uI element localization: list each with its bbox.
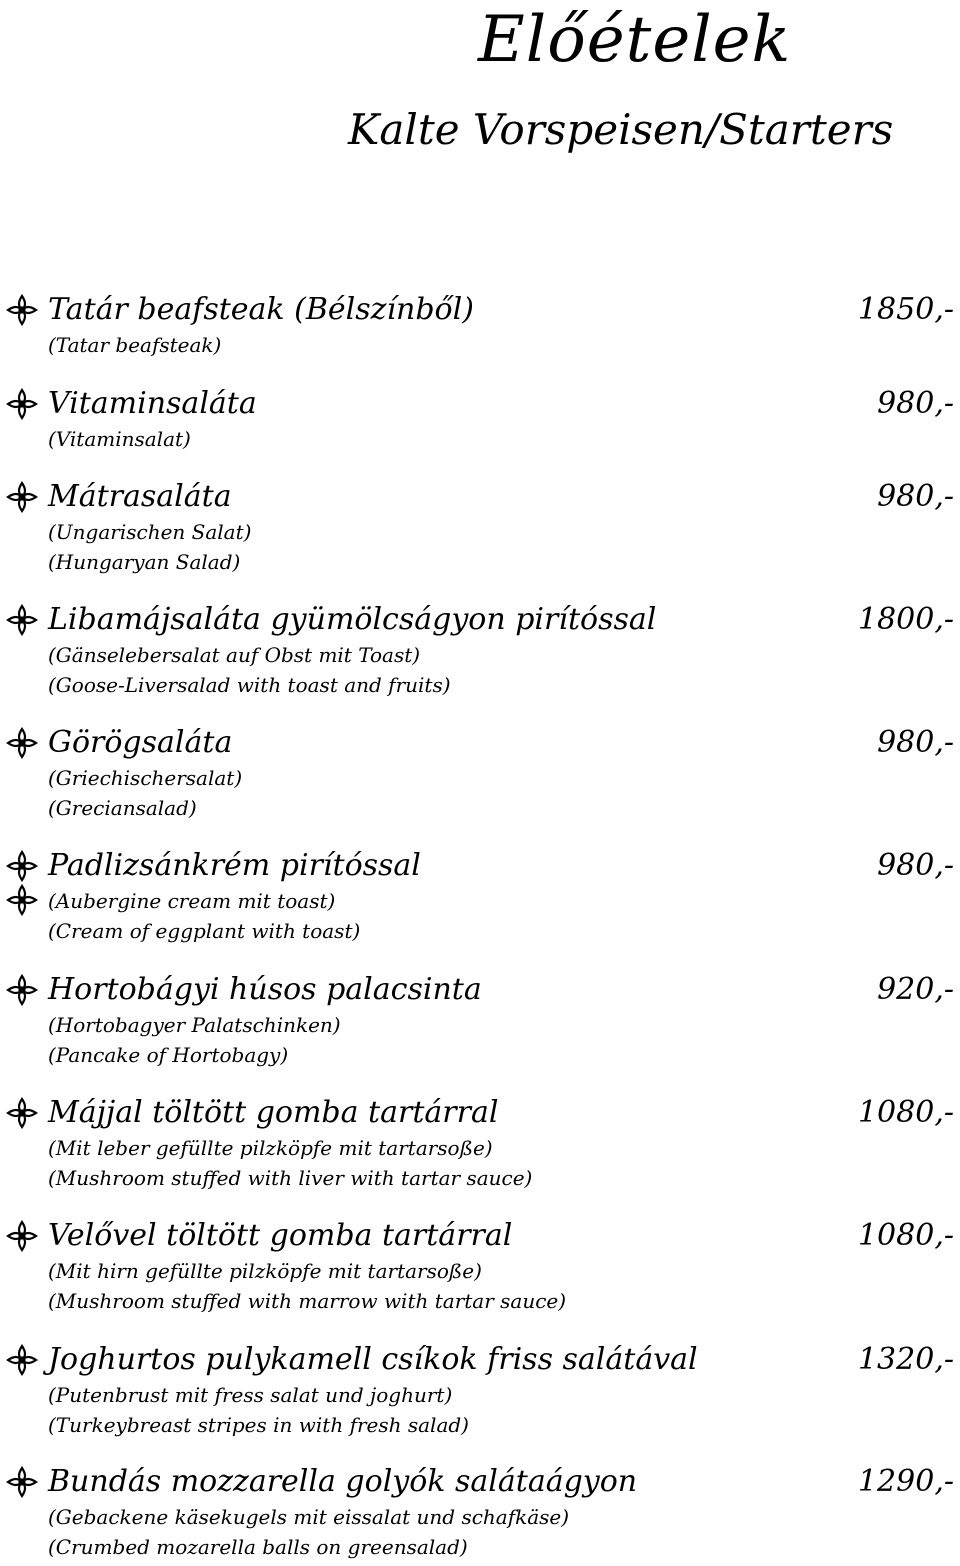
diamond-bullet-icon <box>6 727 38 759</box>
diamond-bullet-icon <box>6 884 38 916</box>
item-translation: (Ungarischen Salat) <box>48 520 252 544</box>
diamond-bullet-icon <box>6 388 38 420</box>
diamond-bullet-icon <box>6 1220 38 1252</box>
item-price: 1080,- <box>857 1218 954 1253</box>
diamond-bullet-icon <box>6 850 38 882</box>
item-translation: (Crumbed mozarella balls on greensalad) <box>48 1535 468 1559</box>
item-translation: (Vitaminsalat) <box>48 427 191 451</box>
item-translation: (Griechischersalat) <box>48 766 243 790</box>
diamond-bullet-icon <box>6 481 38 513</box>
page-title: Előételek <box>478 3 792 77</box>
item-translation: (Mushroom stuffed with marrow with tartar sauce) <box>48 1289 567 1313</box>
item-translation: (Putenbrust mit fress salat und joghurt) <box>48 1383 453 1407</box>
item-translation: (Mit hirn gefüllte pilzköpfe mit tartarsoße) <box>48 1259 482 1283</box>
menu-item <box>0 723 960 823</box>
item-name: Vitaminsaláta <box>48 386 257 421</box>
diamond-bullet-icon <box>6 1466 38 1498</box>
item-name: Görögsaláta <box>48 725 233 760</box>
item-name: Libamájsaláta gyümölcságyon pirítóssal <box>48 602 657 637</box>
item-price: 920,- <box>877 972 954 1007</box>
item-price: 1290,- <box>857 1464 954 1499</box>
diamond-bullet-icon <box>6 604 38 636</box>
item-name: Májjal töltött gomba tartárral <box>48 1095 499 1130</box>
menu-item <box>0 290 960 360</box>
item-translation: (Greciansalad) <box>48 796 197 820</box>
item-price: 980,- <box>877 479 954 514</box>
diamond-bullet-icon <box>6 974 38 1006</box>
item-translation: (Turkeybreast stripes in with fresh salad) <box>48 1413 469 1437</box>
item-name: Padlizsánkrém pirítóssal <box>48 848 421 883</box>
item-translation: (Mushroom stuffed with liver with tartar sauce) <box>48 1166 533 1190</box>
item-name: Hortobágyi húsos palacsinta <box>48 972 482 1007</box>
diamond-bullet-icon <box>6 1097 38 1129</box>
item-translation: (Gänselebersalat auf Obst mit Toast) <box>48 643 421 667</box>
item-price: 1800,- <box>857 602 954 637</box>
page-subtitle: Kalte Vorspeisen/Starters <box>348 105 894 154</box>
diamond-bullet-icon <box>6 294 38 326</box>
item-translation: (Aubergine cream mit toast) <box>48 889 336 913</box>
item-translation: (Mit leber gefüllte pilzköpfe mit tartarsoße) <box>48 1136 493 1160</box>
menu-item <box>0 846 960 946</box>
item-translation: (Goose-Liversalad with toast and fruits) <box>48 673 451 697</box>
menu-item <box>0 970 960 1070</box>
menu-item <box>0 1093 960 1193</box>
menu-item <box>0 1340 960 1440</box>
menu-item <box>0 384 960 454</box>
menu-item <box>0 477 960 577</box>
item-name: Bundás mozzarella golyók salátaágyon <box>48 1464 638 1499</box>
menu-item <box>0 600 960 700</box>
item-name: Mátrasaláta <box>48 479 232 514</box>
item-name: Velővel töltött gomba tartárral <box>48 1218 513 1253</box>
item-translation: (Tatar beafsteak) <box>48 333 222 357</box>
item-translation: (Pancake of Hortobagy) <box>48 1043 289 1067</box>
item-price: 1320,- <box>857 1342 954 1377</box>
diamond-bullet-icon <box>6 1344 38 1376</box>
item-translation: (Hortobagyer Palatschinken) <box>48 1013 341 1037</box>
item-name: Tatár beafsteak (Bélszínből) <box>48 292 474 327</box>
item-translation: (Cream of eggplant with toast) <box>48 919 361 943</box>
menu-item <box>0 1462 960 1562</box>
item-translation: (Hungaryan Salad) <box>48 550 241 574</box>
item-price: 1850,- <box>857 292 954 327</box>
item-name: Joghurtos pulykamell csíkok friss salátával <box>48 1342 698 1377</box>
menu-item <box>0 1216 960 1316</box>
item-translation: (Gebackene käsekugels mit eissalat und schafkäse) <box>48 1505 570 1529</box>
item-price: 980,- <box>877 725 954 760</box>
item-price: 980,- <box>877 386 954 421</box>
item-price: 980,- <box>877 848 954 883</box>
item-price: 1080,- <box>857 1095 954 1130</box>
